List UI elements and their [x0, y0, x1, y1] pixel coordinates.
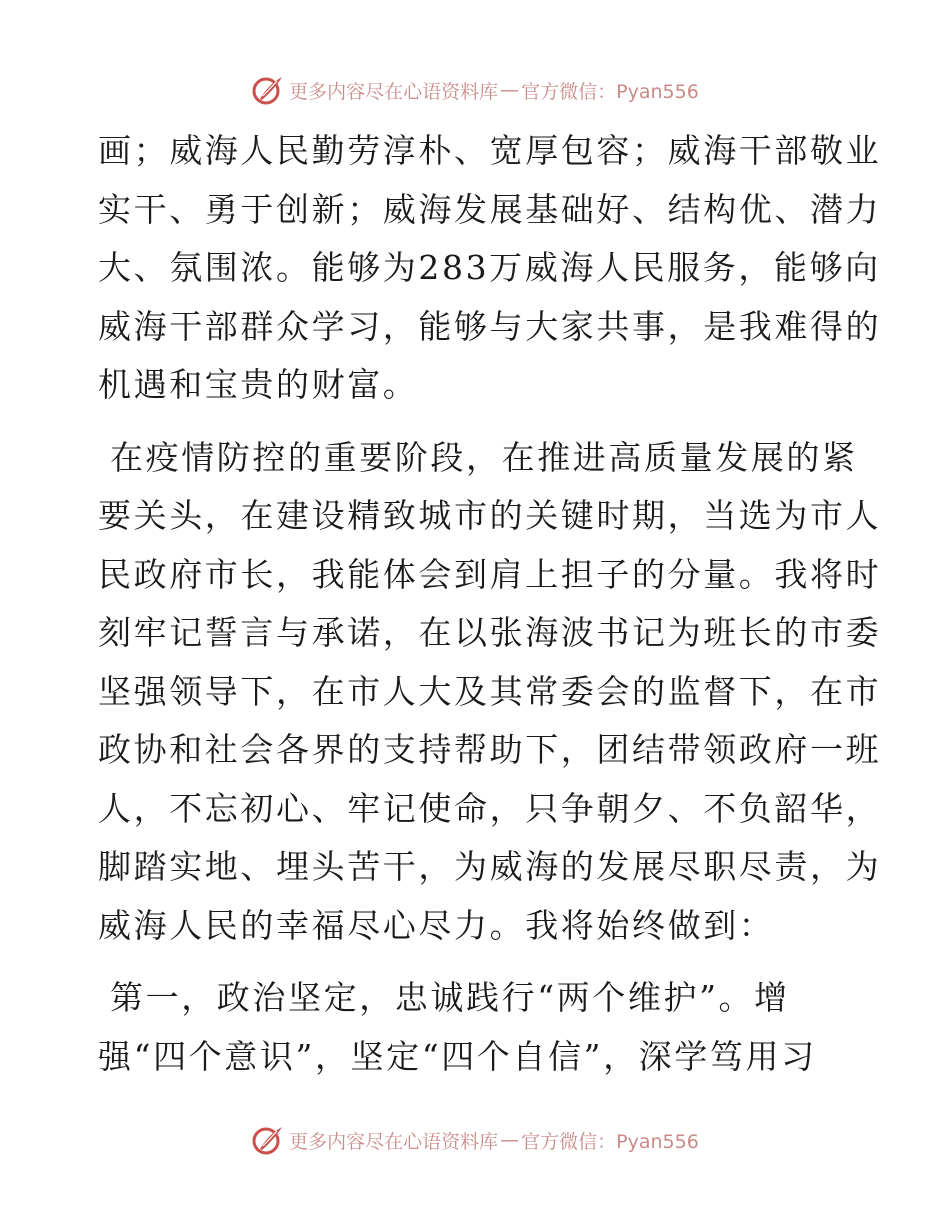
header-separator: —: [500, 79, 520, 101]
footer-promo-text: 更多内容尽在心语资料库: [289, 1130, 499, 1153]
text-line: 人，不忘初心、牢记使命，只争朝夕、不负韶华，: [98, 788, 882, 828]
feather-pen-logo-icon: [251, 73, 285, 107]
text-line: 要关头，在建设精致城市的关键时期，当选为市人: [98, 496, 882, 535]
text-line: 坚强领导下，在市人大及其常委会的监督下，在市: [98, 671, 882, 711]
text-line: 实干、勇于创新；威海发展基础好、结构优、潜力: [98, 189, 882, 229]
text-line: 在疫情防控的重要阶段，在推进高质量发展的紧: [110, 437, 858, 477]
text-line: 刻牢记誓言与承诺，在以张海波书记为班长的市委: [98, 613, 882, 652]
text-line: 民政府市长，我能体会到肩上担子的分量。我将时: [98, 554, 882, 594]
paragraph-1: [98, 122, 882, 415]
footer-contact-text: 官方微信：Pyan556: [521, 1130, 699, 1153]
text-line: 机遇和宝贵的财富。: [98, 365, 419, 404]
paragraph-3: [98, 969, 850, 1086]
text-line: 画；威海人民勤劳淳朴、宽厚包容；威海干部敬业: [98, 131, 882, 170]
header-promo-text: 更多内容尽在心语资料库: [289, 80, 499, 103]
text-line: 强“四个意识”，坚定“四个自信”，深学笃用习: [98, 1036, 817, 1076]
paragraph-2: [98, 429, 882, 956]
text-line: 威海人民的幸福尽心尽力。我将始终做到：: [98, 905, 775, 945]
header-banner: [0, 70, 950, 110]
footer-banner: [0, 1120, 950, 1160]
header-contact-text: 官方微信：Pyan556: [521, 80, 699, 103]
text-line: 大、氛围浓。能够为283万威海人民服务，能够向: [98, 248, 881, 287]
text-line: 威海干部群众学习，能够与大家共事，是我难得的: [98, 306, 882, 346]
document-body: [98, 122, 882, 1086]
text-line: 脚踏实地、埋头苦干，为威海的发展尽职尽责，为: [98, 847, 882, 886]
footer-separator: —: [500, 1129, 520, 1151]
text-line: 政协和社会各界的支持帮助下，团结带领政府一班: [98, 730, 882, 769]
feather-pen-logo-icon: [251, 1123, 285, 1157]
text-line: 第一，政治坚定，忠诚践行“两个维护”。增: [110, 978, 790, 1017]
